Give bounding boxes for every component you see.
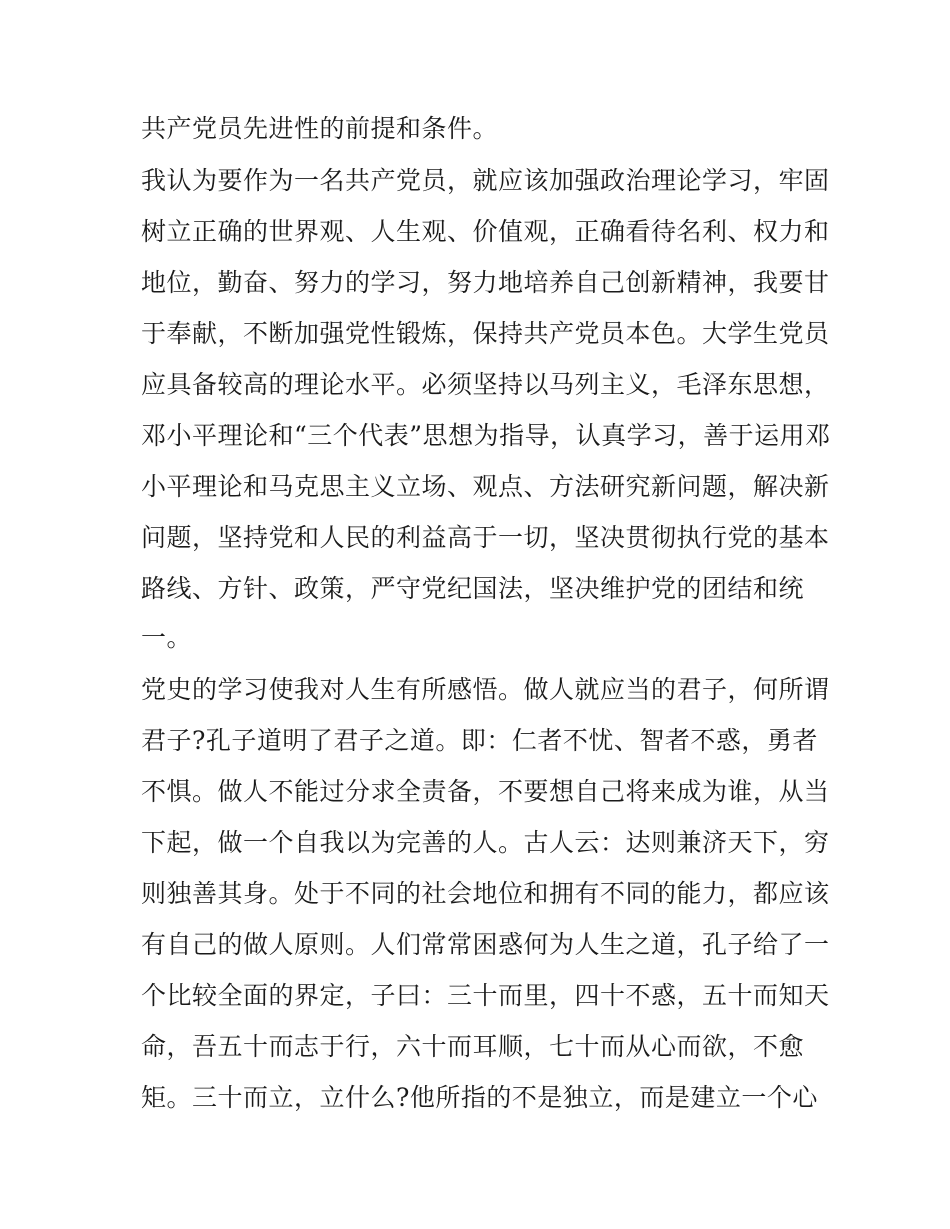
text-line: 小平理论和马克思主义立场、观点、方法研究新问题，解决新: [141, 472, 830, 501]
text-line: 不惧。做人不能过分求全责备，不要想自己将来成为谁，从当: [141, 777, 830, 806]
text-line: 党史的学习使我对人生有所感悟。做人就应当的君子，何所谓: [141, 675, 830, 704]
text-line: 问题，坚持党和人民的利益高于一切，坚决贯彻执行党的基本: [141, 523, 830, 552]
text-line: 命，吾五十而志于行，六十而耳顺，七十而从心而欲，不愈: [141, 1032, 805, 1061]
text-line: 邓小平理论和“三个代表”思想为指导，认真学习，善于运用邓: [141, 421, 831, 450]
text-line: 一。: [141, 623, 193, 652]
text-line: 树立正确的世界观、人生观、价值观，正确看待名利、权力和: [141, 217, 830, 246]
text-line: 应具备较高的理论水平。必须坚持以马列主义，毛泽东思想，: [141, 370, 830, 399]
text-line: 矩。三十而立，立什么?他所指的不是独立，而是建立一个心: [141, 1083, 818, 1112]
text-line: 则独善其身。处于不同的社会地位和拥有不同的能力，都应该: [141, 879, 830, 908]
text-line: 个比较全面的界定，子曰：三十而里，四十不惑，五十而知天: [141, 981, 830, 1010]
text-line: 路线、方针、政策，严守党纪国法，坚决维护党的团结和统: [141, 574, 805, 603]
text-line: 共产党员先进性的前提和条件。: [141, 114, 499, 143]
text-line: 我认为要作为一名共产党员，就应该加强政治理论学习，牢固: [141, 166, 830, 195]
text-line: 地位，勤奋、努力的学习，努力地培养自己创新精神，我要甘: [141, 268, 830, 297]
text-line: 于奉献，不断加强党性锻炼，保持共产党员本色。大学生党员: [141, 319, 830, 348]
text-line: 下起，做一个自我以为完善的人。古人云：达则兼济天下，穷: [141, 828, 830, 857]
text-line: 有自己的做人原则。人们常常困惑何为人生之道，孔子给了一: [141, 930, 830, 959]
text-line: 君子?孔子道明了君子之道。即：仁者不忧、智者不惑，勇者: [141, 726, 818, 755]
